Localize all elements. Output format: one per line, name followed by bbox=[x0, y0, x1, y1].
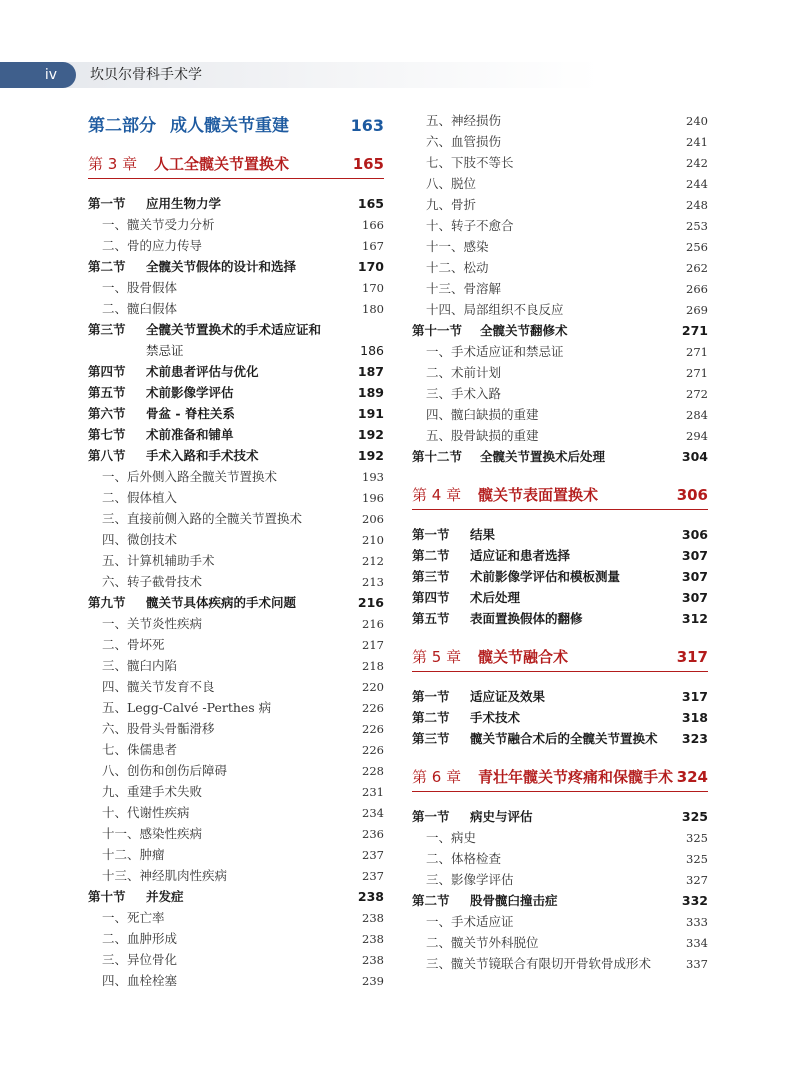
entry-title bbox=[412, 608, 674, 629]
toc-entry bbox=[88, 739, 384, 760]
section-number: 第一节 bbox=[88, 196, 126, 211]
toc-entry bbox=[88, 256, 384, 277]
entry-title bbox=[412, 707, 674, 728]
toc-entry bbox=[88, 214, 384, 235]
section-title: 全髋关节置换术的手术适应证和 bbox=[146, 322, 322, 337]
entry-page: 238 bbox=[362, 932, 384, 946]
section-title: 髋关节具体疾病的手术问题 bbox=[146, 595, 297, 610]
section-title: 应用生物力学 bbox=[146, 196, 222, 211]
entry-title bbox=[88, 592, 350, 613]
entry-page: 242 bbox=[686, 156, 708, 170]
toc-entry bbox=[412, 848, 708, 869]
toc-entry bbox=[88, 340, 384, 361]
chapter-number: 第 5 章 bbox=[412, 648, 462, 666]
entry-page: 231 bbox=[362, 785, 384, 799]
book-title: 坎贝尔骨科手术学 bbox=[90, 67, 202, 83]
entry-page: 234 bbox=[362, 806, 384, 820]
toc-entry bbox=[88, 445, 384, 466]
entry-title: 十一、感染 bbox=[426, 239, 489, 254]
toc-entry bbox=[88, 781, 384, 802]
toc-entry bbox=[412, 524, 708, 545]
entry-page: 253 bbox=[686, 219, 708, 233]
toc-entry bbox=[412, 890, 708, 911]
entry-title bbox=[412, 587, 674, 608]
toc-entry bbox=[88, 382, 384, 403]
section-title: 适应证和患者选择 bbox=[470, 548, 571, 563]
entry-page: 192 bbox=[357, 427, 384, 442]
toc-entry bbox=[88, 865, 384, 886]
entry-title bbox=[412, 890, 674, 911]
section-number: 第二节 bbox=[88, 259, 126, 274]
entry-page: 244 bbox=[686, 177, 708, 191]
toc-entry bbox=[412, 446, 708, 467]
entry-page: 325 bbox=[681, 809, 708, 824]
entry-title: 十二、肿瘤 bbox=[102, 847, 165, 862]
section-title: 术前影像学评估和模板测量 bbox=[470, 569, 621, 584]
entry-page: 323 bbox=[681, 731, 708, 746]
entry-title: 一、后外侧入路全髋关节置换术 bbox=[102, 469, 278, 484]
entry-page: 325 bbox=[686, 831, 708, 845]
section-number: 第一节 bbox=[412, 689, 450, 704]
toc-entry bbox=[412, 707, 708, 728]
entry-title: 三、手术入路 bbox=[426, 386, 502, 401]
toc-entry bbox=[412, 587, 708, 608]
toc-entry bbox=[412, 806, 708, 827]
section-number: 第八节 bbox=[88, 448, 126, 463]
toc-entry bbox=[88, 403, 384, 424]
toc-entry bbox=[412, 383, 708, 404]
section-title: 骨盆 - 脊柱关系 bbox=[146, 406, 235, 421]
entry-title: 二、体格检查 bbox=[426, 851, 502, 866]
entry-page: 187 bbox=[357, 364, 384, 379]
entry-title bbox=[412, 524, 674, 545]
entry-title bbox=[88, 424, 350, 445]
entry-page: 237 bbox=[362, 848, 384, 862]
toc-entry bbox=[88, 970, 384, 991]
toc-entry bbox=[412, 236, 708, 257]
entry-page: 226 bbox=[362, 722, 384, 736]
section-number: 第十一节 bbox=[412, 323, 463, 338]
section-number: 第四节 bbox=[412, 590, 450, 605]
section-title: 股骨髋臼撞击症 bbox=[470, 893, 558, 908]
chapter-heading bbox=[412, 643, 708, 672]
toc-entry bbox=[88, 928, 384, 949]
entry-page: 238 bbox=[362, 953, 384, 967]
entry-title bbox=[412, 545, 674, 566]
entry-title: 十一、感染性疾病 bbox=[102, 826, 203, 841]
toc-right-column bbox=[412, 110, 708, 974]
toc-entry bbox=[88, 823, 384, 844]
toc-entry bbox=[88, 487, 384, 508]
section-title: 病史与评估 bbox=[470, 809, 533, 824]
chapter-heading bbox=[412, 763, 708, 792]
toc-entry bbox=[412, 110, 708, 131]
section-number: 第二节 bbox=[412, 548, 450, 563]
entry-title: 一、死亡率 bbox=[102, 910, 165, 925]
entry-page: 216 bbox=[362, 617, 384, 631]
spacer bbox=[412, 629, 708, 643]
entry-title: 一、手术适应证 bbox=[426, 914, 514, 929]
page-number: iv bbox=[44, 67, 58, 83]
chapter-title: 青壮年髋关节疼痛和保髋手术 bbox=[478, 768, 674, 786]
entry-page: 327 bbox=[686, 873, 708, 887]
section-number: 第一节 bbox=[412, 809, 450, 824]
entry-page: 334 bbox=[686, 936, 708, 950]
entry-title: 二、骨坏死 bbox=[102, 637, 165, 652]
spacer bbox=[412, 467, 708, 481]
toc-entry bbox=[412, 911, 708, 932]
entry-page: 206 bbox=[362, 512, 384, 526]
entry-title: 十三、骨溶解 bbox=[426, 281, 502, 296]
chapter-page: 324 bbox=[676, 768, 708, 786]
toc-entry bbox=[88, 592, 384, 613]
entry-page: 212 bbox=[362, 554, 384, 568]
entry-page: 307 bbox=[681, 569, 708, 584]
toc-entry bbox=[88, 235, 384, 256]
entry-title: 五、神经损伤 bbox=[426, 113, 502, 128]
entry-page: 248 bbox=[686, 198, 708, 212]
entry-title: 二、髋关节外科脱位 bbox=[426, 935, 539, 950]
entry-title: 九、重建手术失败 bbox=[102, 784, 203, 799]
entry-title bbox=[412, 446, 674, 467]
entry-title bbox=[88, 403, 350, 424]
toc-entry bbox=[412, 341, 708, 362]
toc-entry bbox=[412, 131, 708, 152]
entry-title: 四、血栓栓塞 bbox=[102, 973, 178, 988]
toc-entry-list bbox=[412, 110, 708, 467]
entry-page: 307 bbox=[681, 590, 708, 605]
entry-page: 210 bbox=[362, 533, 384, 547]
entry-page: 317 bbox=[681, 689, 708, 704]
entry-page: 236 bbox=[362, 827, 384, 841]
entry-title: 三、髋关节镜联合有限切开骨软骨成形术 bbox=[426, 956, 652, 971]
entry-page: 325 bbox=[686, 852, 708, 866]
toc-entry bbox=[88, 676, 384, 697]
section-number: 第三节 bbox=[412, 731, 450, 746]
entry-title: 四、髋臼缺损的重建 bbox=[426, 407, 539, 422]
entry-title bbox=[88, 886, 350, 907]
entry-page: 166 bbox=[362, 218, 384, 232]
entry-title bbox=[88, 382, 350, 403]
entry-title bbox=[88, 256, 350, 277]
toc-entry bbox=[412, 932, 708, 953]
chapter-page: 306 bbox=[676, 486, 708, 504]
toc-entry bbox=[412, 362, 708, 383]
toc-entry-list bbox=[412, 806, 708, 974]
entry-page: 294 bbox=[686, 429, 708, 443]
entry-title: 四、微创技术 bbox=[102, 532, 178, 547]
entry-title: 三、直接前侧入路的全髋关节置换术 bbox=[102, 511, 303, 526]
section-number: 第一节 bbox=[412, 527, 450, 542]
chapter-number: 第 3 章 bbox=[88, 155, 138, 173]
entry-title: 六、转子截骨技术 bbox=[102, 574, 203, 589]
toc-entry bbox=[88, 424, 384, 445]
toc-entry bbox=[88, 193, 384, 214]
entry-page: 228 bbox=[362, 764, 384, 778]
toc-entry bbox=[88, 802, 384, 823]
entry-page: 269 bbox=[686, 303, 708, 317]
entry-page: 262 bbox=[686, 261, 708, 275]
toc-entry-list bbox=[88, 193, 384, 991]
entry-title: 三、影像学评估 bbox=[426, 872, 514, 887]
section-number: 第二节 bbox=[412, 710, 450, 725]
toc-entry bbox=[412, 545, 708, 566]
entry-title bbox=[88, 193, 350, 214]
entry-page: 170 bbox=[362, 281, 384, 295]
entry-title: 二、术前计划 bbox=[426, 365, 502, 380]
entry-title: 八、创伤和创伤后障碍 bbox=[102, 763, 228, 778]
toc-entry bbox=[88, 298, 384, 319]
entry-page: 191 bbox=[357, 406, 384, 421]
entry-title bbox=[412, 728, 674, 749]
section-title: 术后处理 bbox=[470, 590, 521, 605]
toc-entry bbox=[412, 608, 708, 629]
part-title: 成人髋关节重建 bbox=[170, 116, 289, 136]
entry-page: 196 bbox=[362, 491, 384, 505]
entry-title: 六、血管损伤 bbox=[426, 134, 502, 149]
entry-title bbox=[412, 566, 674, 587]
section-number: 第四节 bbox=[88, 364, 126, 379]
toc-entry bbox=[88, 466, 384, 487]
entry-title: 七、侏儒患者 bbox=[102, 742, 178, 757]
entry-page: 332 bbox=[681, 893, 708, 908]
entry-title bbox=[412, 686, 674, 707]
entry-page: 271 bbox=[681, 323, 708, 338]
entry-title: 一、髋关节受力分析 bbox=[102, 217, 215, 232]
part-page: 163 bbox=[350, 116, 384, 135]
entry-page: 238 bbox=[357, 889, 384, 904]
toc-entry bbox=[88, 844, 384, 865]
toc-entry bbox=[88, 655, 384, 676]
toc-entry bbox=[88, 529, 384, 550]
entry-page: 306 bbox=[681, 527, 708, 542]
toc-entry bbox=[412, 566, 708, 587]
entry-title: 二、髋臼假体 bbox=[102, 301, 178, 316]
toc-entry bbox=[88, 886, 384, 907]
toc-entry bbox=[88, 634, 384, 655]
entry-title bbox=[88, 319, 350, 340]
entry-page: 216 bbox=[357, 595, 384, 610]
toc-entry bbox=[412, 173, 708, 194]
section-number: 第二节 bbox=[412, 893, 450, 908]
entry-title: 四、髋关节发育不良 bbox=[102, 679, 215, 694]
entry-title: 十二、松动 bbox=[426, 260, 489, 275]
section-number: 第三节 bbox=[412, 569, 450, 584]
toc-left-column bbox=[88, 110, 384, 991]
entry-page: 271 bbox=[686, 345, 708, 359]
section-title: 髋关节融合术后的全髋关节置换术 bbox=[470, 731, 658, 746]
entry-page: 213 bbox=[362, 575, 384, 589]
entry-title: 五、股骨缺损的重建 bbox=[426, 428, 539, 443]
entry-page: 256 bbox=[686, 240, 708, 254]
entry-page: 284 bbox=[686, 408, 708, 422]
section-title: 并发症 bbox=[146, 889, 184, 904]
entry-page: 237 bbox=[362, 869, 384, 883]
section-title: 表面置换假体的翻修 bbox=[470, 611, 583, 626]
toc-entry bbox=[88, 613, 384, 634]
toc-entry bbox=[88, 508, 384, 529]
chapter-number: 第 4 章 bbox=[412, 486, 462, 504]
entry-title bbox=[88, 361, 350, 382]
entry-title: 十、代谢性疾病 bbox=[102, 805, 190, 820]
entry-page: 241 bbox=[686, 135, 708, 149]
toc-entry bbox=[412, 404, 708, 425]
entry-title: 五、Legg-Calvé -Perthes 病 bbox=[102, 700, 272, 715]
section-title: 术前准备和铺单 bbox=[146, 427, 234, 442]
toc-entry bbox=[412, 299, 708, 320]
toc-entry bbox=[412, 257, 708, 278]
entry-page: 217 bbox=[362, 638, 384, 652]
chapter-number: 第 6 章 bbox=[412, 768, 462, 786]
section-number: 第九节 bbox=[88, 595, 126, 610]
entry-page: 226 bbox=[362, 701, 384, 715]
section-title: 术前患者评估与优化 bbox=[146, 364, 259, 379]
entry-page: 333 bbox=[686, 915, 708, 929]
entry-page: 165 bbox=[357, 196, 384, 211]
entry-title bbox=[412, 806, 674, 827]
entry-page: 238 bbox=[362, 911, 384, 925]
toc-entry bbox=[88, 760, 384, 781]
toc-entry bbox=[412, 152, 708, 173]
toc-entry bbox=[88, 361, 384, 382]
entry-title: 三、髋臼内陷 bbox=[102, 658, 178, 673]
entry-title: 十三、神经肌肉性疾病 bbox=[102, 868, 228, 883]
toc-entry bbox=[412, 686, 708, 707]
entry-title: 一、手术适应证和禁忌证 bbox=[426, 344, 564, 359]
entry-title: 九、骨折 bbox=[426, 197, 477, 212]
section-title: 结果 bbox=[470, 527, 496, 542]
chapter-title: 髋关节融合术 bbox=[478, 648, 569, 666]
entry-page: 337 bbox=[686, 957, 708, 971]
entry-page: 189 bbox=[357, 385, 384, 400]
toc-entry bbox=[412, 194, 708, 215]
section-title: 适应证及效果 bbox=[470, 689, 546, 704]
chapter-page: 317 bbox=[676, 648, 708, 666]
section-number: 第十节 bbox=[88, 889, 126, 904]
toc-entry-list bbox=[412, 686, 708, 749]
entry-page: 240 bbox=[686, 114, 708, 128]
entry-page: 192 bbox=[357, 448, 384, 463]
entry-title: 二、假体植入 bbox=[102, 490, 178, 505]
entry-page: 312 bbox=[681, 611, 708, 626]
toc-entry bbox=[412, 278, 708, 299]
toc-entry bbox=[412, 869, 708, 890]
entry-page: 193 bbox=[362, 470, 384, 484]
entry-title: 二、血肿形成 bbox=[102, 931, 178, 946]
entry-page: 304 bbox=[681, 449, 708, 464]
section-title: 全髋关节置换术后处理 bbox=[480, 449, 606, 464]
entry-title bbox=[88, 445, 350, 466]
section-number: 第十二节 bbox=[412, 449, 463, 464]
section-number: 第五节 bbox=[88, 385, 126, 400]
entry-page: 239 bbox=[362, 974, 384, 988]
entry-page: 266 bbox=[686, 282, 708, 296]
entry-title: 六、股骨头骨骺滑移 bbox=[102, 721, 215, 736]
toc-entry bbox=[412, 320, 708, 341]
toc-entry bbox=[412, 953, 708, 974]
toc-entry bbox=[412, 728, 708, 749]
entry-page: 220 bbox=[362, 680, 384, 694]
chapter-title: 髋关节表面置换术 bbox=[478, 486, 599, 504]
entry-page: 272 bbox=[686, 387, 708, 401]
entry-title: 十四、局部组织不良反应 bbox=[426, 302, 564, 317]
toc-entry bbox=[88, 718, 384, 739]
entry-page: 186 bbox=[360, 343, 384, 358]
entry-title: 五、计算机辅助手术 bbox=[102, 553, 215, 568]
toc-entry bbox=[412, 425, 708, 446]
entry-page: 167 bbox=[362, 239, 384, 253]
toc-entry bbox=[88, 697, 384, 718]
entry-title: 一、股骨假体 bbox=[102, 280, 178, 295]
page-number-tab bbox=[0, 62, 76, 88]
toc-entry bbox=[88, 571, 384, 592]
toc-entry bbox=[88, 907, 384, 928]
spacer bbox=[412, 749, 708, 763]
section-title: 术前影像学评估 bbox=[146, 385, 234, 400]
toc-entry bbox=[88, 550, 384, 571]
entry-page: 218 bbox=[362, 659, 384, 673]
entry-title: 三、异位骨化 bbox=[102, 952, 178, 967]
toc-entry bbox=[88, 277, 384, 298]
toc-entry bbox=[412, 827, 708, 848]
entry-title: 七、下肢不等长 bbox=[426, 155, 514, 170]
chapter-title: 人工全髋关节置换术 bbox=[154, 155, 290, 173]
part-label: 第二部分 bbox=[88, 116, 156, 136]
entry-page: 180 bbox=[362, 302, 384, 316]
section-number: 第七节 bbox=[88, 427, 126, 442]
entry-title: 二、骨的应力传导 bbox=[102, 238, 203, 253]
entry-title: 十、转子不愈合 bbox=[426, 218, 514, 233]
entry-title: 八、脱位 bbox=[426, 176, 477, 191]
section-title: 手术技术 bbox=[470, 710, 521, 725]
chapter-page: 165 bbox=[352, 155, 384, 173]
chapter-list bbox=[412, 467, 708, 974]
entry-title: 禁忌证 bbox=[146, 343, 184, 358]
toc-entry bbox=[88, 949, 384, 970]
toc-entry-list bbox=[412, 524, 708, 629]
entry-title: 一、关节炎性疾病 bbox=[102, 616, 203, 631]
entry-page: 318 bbox=[681, 710, 708, 725]
section-title: 全髋关节翻修术 bbox=[480, 323, 568, 338]
section-number: 第五节 bbox=[412, 611, 450, 626]
entry-page: 307 bbox=[681, 548, 708, 563]
section-number: 第六节 bbox=[88, 406, 126, 421]
section-title: 全髋关节假体的设计和选择 bbox=[146, 259, 297, 274]
chapter-heading bbox=[88, 150, 384, 179]
part-heading bbox=[88, 110, 384, 142]
entry-title bbox=[412, 320, 674, 341]
chapter-heading bbox=[412, 481, 708, 510]
entry-title: 一、病史 bbox=[426, 830, 477, 845]
section-title: 手术入路和手术技术 bbox=[146, 448, 259, 463]
toc-entry bbox=[88, 319, 384, 340]
entry-page: 170 bbox=[357, 259, 384, 274]
section-number: 第三节 bbox=[88, 322, 126, 337]
entry-page: 226 bbox=[362, 743, 384, 757]
entry-page: 271 bbox=[686, 366, 708, 380]
toc-entry bbox=[412, 215, 708, 236]
